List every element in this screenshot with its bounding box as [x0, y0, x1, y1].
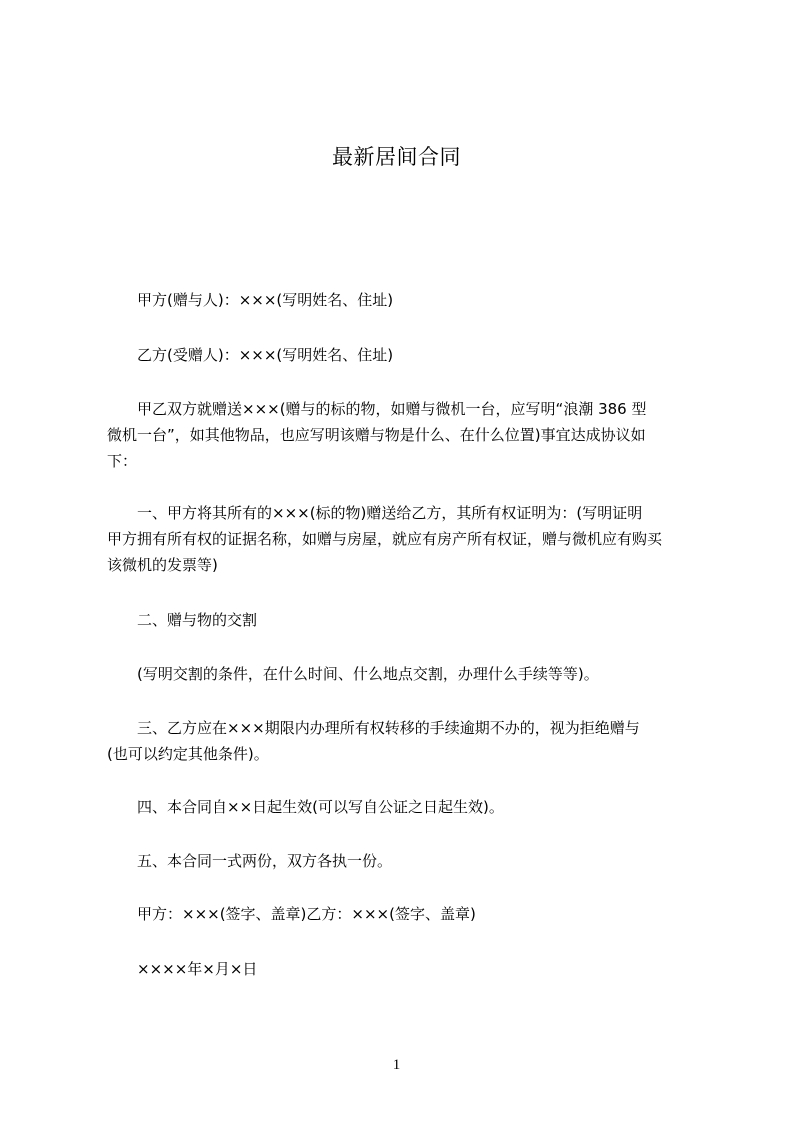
text-line: (写明交割的条件，在什么时间、什么地点交割，办理什么手续等等)。 — [137, 665, 599, 683]
signature-line — [107, 901, 701, 927]
text-line: ××××年×月×日 — [137, 960, 258, 978]
text-line: 五、本合同一式两份，双方各执一份。 — [137, 852, 393, 870]
page-number: 1 — [392, 1057, 401, 1073]
text-line: 该微机的发票等) — [107, 556, 218, 574]
clause-party-b — [107, 342, 701, 368]
text-line: 微机一台”，如其他物品，也应写明该赠与物是什么、在什么位置)事宜达成协议如 — [107, 426, 646, 444]
clause-two-body — [107, 661, 701, 687]
text-line: 四、本合同自××日起生效(可以写自公证之日起生效)。 — [137, 798, 504, 816]
clause-three — [107, 715, 701, 767]
text-line: 甲乙双方就赠送×××(赠与的标的物，如赠与微机一台，应写明“浪潮 386 型 — [137, 400, 647, 418]
text-line: 甲方拥有所有权的证据名称，如赠与房屋，就应有房产所有权证，赠与微机应有购买 — [107, 530, 663, 548]
clause-party-a — [107, 287, 701, 313]
clause-two-heading — [107, 607, 701, 633]
document-title: 最新居间合同 — [332, 145, 461, 169]
text-line: 下： — [107, 452, 138, 470]
clause-agreement-intro — [107, 396, 701, 474]
text-line: 乙方(受赠人)：×××(写明姓名、住址) — [137, 346, 394, 364]
text-line: (也可以约定其他条件)。 — [107, 745, 269, 763]
text-line: 一、甲方将其所有的×××(标的物)赠送给乙方，其所有权证明为：(写明证明 — [137, 504, 643, 522]
text-line: 二、赠与物的交割 — [137, 611, 258, 629]
clause-five — [107, 848, 701, 874]
text-line: 甲方(赠与人)：×××(写明姓名、住址) — [137, 291, 394, 309]
clause-one — [107, 500, 701, 578]
text-line: 甲方：×××(签字、盖章)乙方：×××(签字、盖章) — [137, 905, 476, 923]
text-line: 三、乙方应在×××期限内办理所有权转移的手续逾期不办的，视为拒绝赠与 — [137, 719, 640, 737]
date-line — [107, 956, 701, 982]
clause-four — [107, 794, 701, 820]
